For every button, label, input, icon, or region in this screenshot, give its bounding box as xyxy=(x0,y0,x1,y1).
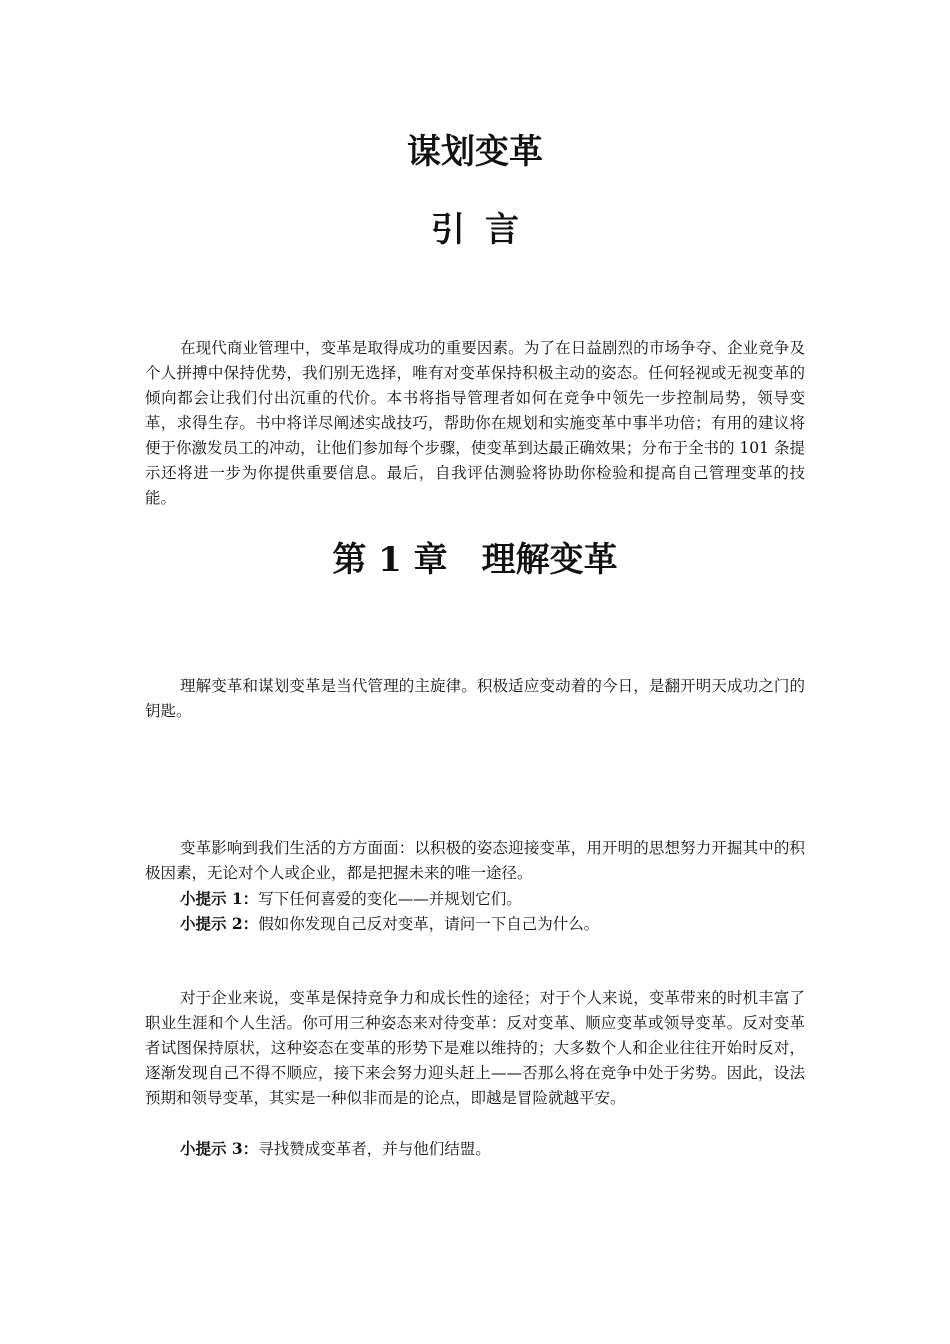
tip-2-text: 假如你发现自己反对变革，请问一下自己为什么。 xyxy=(258,915,600,933)
tip-2 xyxy=(145,911,805,937)
tip-3-text: 寻找赞成变革者，并与他们结盟。 xyxy=(258,1140,491,1158)
tip-1 xyxy=(145,886,805,912)
intro-heading: 引言 xyxy=(431,210,539,250)
intro-paragraph: 在现代商业管理中，变革是取得成功的重要因素。为了在日益剧烈的市场争夺、企业竞争及个人拼搏中保持优势，我们别无选择，唯有对变革保持积极主动的姿态。任何轻视或无视变革的倾向都会让我们付出沉重的代价。本书将指导管理者如何在竞争中领先一步控制局势，领导变革，求得生存。书中将详尽阐述实战技巧，帮助你在规划和实施变革中事半功倍；有用的建议将便于你激发员工的冲动，让他们参加每个步骤，使变革到达最正确效果；分布于全书的 101 条提示还将进一步为你提供重要信息。最后，自我评估测验将协助你检验和提高自己管理变革的技能。 xyxy=(145,339,805,507)
chapter-paragraph-1: 理解变革和谋划变革是当代管理的主旋律。积极适应变动着的今日，是翻开明天成功之门的钥匙。 xyxy=(145,677,805,720)
tip-3 xyxy=(145,1136,805,1162)
tip-1-text: 写下任何喜爱的变化——并规划它们。 xyxy=(258,890,522,908)
tip-2-label: 小提示 2： xyxy=(180,914,259,933)
chapter-heading: 第 1 章 理解变革 xyxy=(332,540,618,580)
chapter-paragraph-3: 对于企业来说，变革是保持竞争力和成长性的途径；对于个人来说，变革带来的时机丰富了职业生涯和个人生活。你可用三种姿态来对待变革：反对变革、顺应变革或领导变革。反对变革者试图保持原状，这种姿态在变革的形势下是难以维持的；大多数个人和企业往往开始时反对，逐渐发现自己不得不顺应，接下来会努力迎头赶上——否那么将在竞争中处于劣势。因此，设法预期和领导变革，其实是一种似非而是的论点，即越是冒险就越平安。 xyxy=(145,989,805,1107)
tip-1-label: 小提示 1： xyxy=(180,889,259,908)
tip-3-label: 小提示 3： xyxy=(180,1139,259,1158)
book-title: 谋划变革 xyxy=(407,132,543,172)
chapter-paragraph-2: 变革影响到我们生活的方方面面：以积极的姿态迎接变革，用开明的思想努力开掘其中的积极因素，无论对个人或企业，都是把握未来的唯一途径。 xyxy=(145,839,805,882)
